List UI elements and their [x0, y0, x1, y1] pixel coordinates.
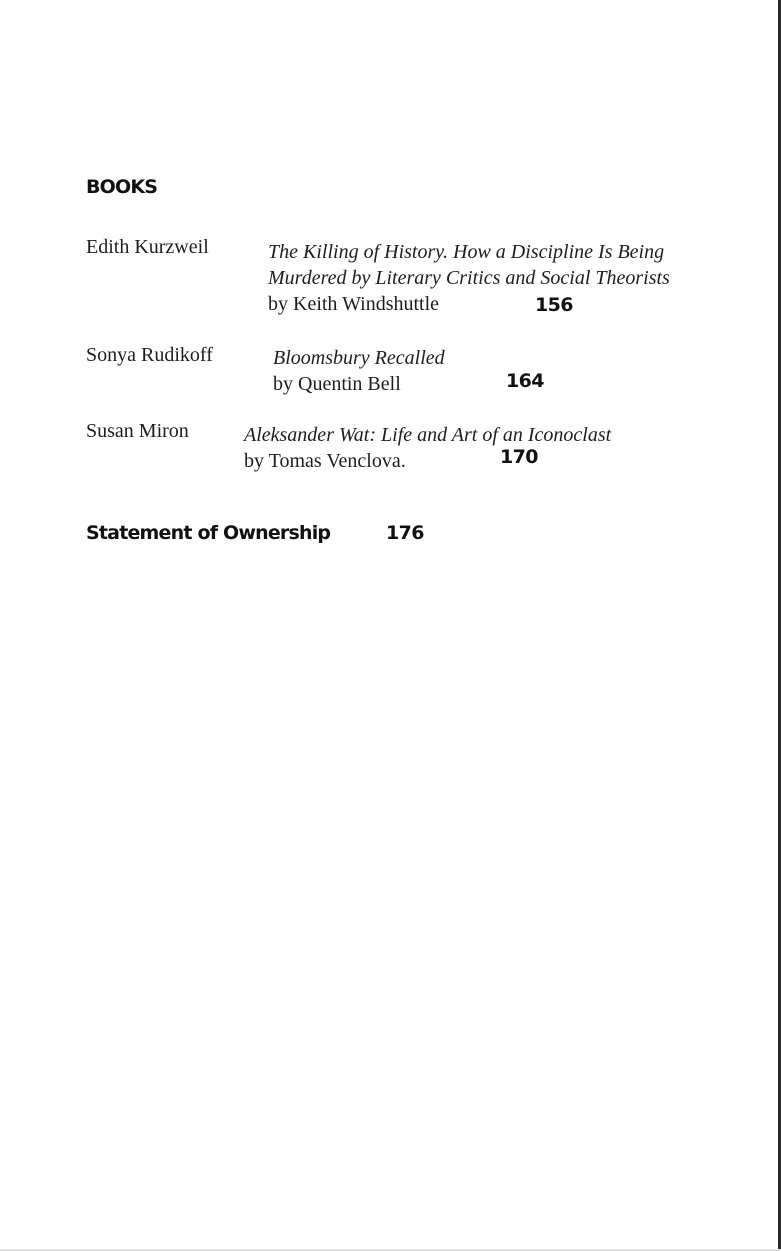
- reviewer-name: Sonya Rudikoff: [86, 344, 213, 366]
- page-number: 156: [535, 294, 573, 316]
- book-title-line: Aleksander Wat: Life and Art of an Iconoclast: [244, 424, 612, 446]
- review-entry: [273, 345, 445, 397]
- book-author: by Keith Windshuttle: [268, 293, 440, 315]
- page-number: 170: [500, 446, 538, 468]
- page-number: 164: [506, 370, 544, 392]
- book-title-line: The Killing of History. How a Discipline Is Being: [268, 241, 665, 263]
- reviewer-name: Susan Miron: [86, 420, 189, 442]
- review-entry: [244, 422, 611, 474]
- statement-of-ownership: Statement of Ownership: [86, 522, 331, 544]
- book-author: by Quentin Bell: [273, 373, 401, 395]
- review-entry: [268, 239, 670, 317]
- section-title: BOOKS: [86, 176, 158, 198]
- book-title-line: Bloomsbury Recalled: [273, 347, 445, 369]
- reviewer-name: Edith Kurzweil: [86, 236, 209, 258]
- book-title-line: Murdered by Literary Critics and Social Theorists: [268, 267, 670, 289]
- book-author: by Tomas Venclova.: [244, 450, 406, 472]
- page-number: 176: [386, 522, 424, 544]
